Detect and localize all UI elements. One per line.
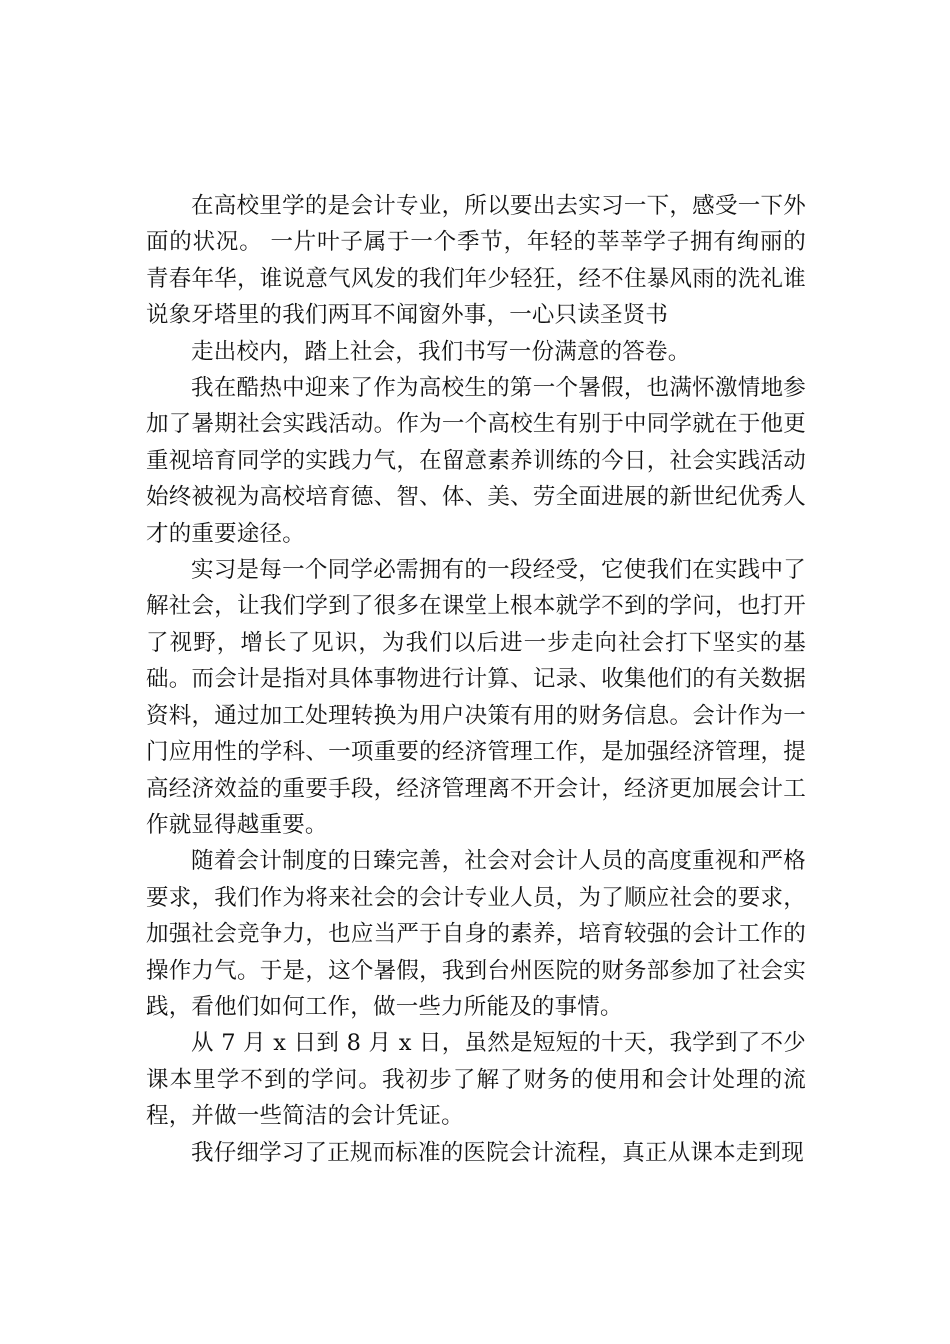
paragraph-7: 我仔细学习了正规而标准的医院会计流程，真正从课本走到现 [191, 1139, 804, 1166]
document-body [146, 188, 806, 1171]
paragraph-4: 实习是每一个同学必需拥有的一段经受，它使我们在实践中了解社会，让我们学到了很多在课堂上根本就学不到的学问，也打开了视野，增长了见识，为我们以后进一步走向社会打下坚实的基础。而会计是指对具体事物进行计算、记录、收集他们的有关数据资料，通过加工处理转换为用户决策有用的财务信息。会计作为一门应用性的学科、一项重要的经济管理工作，是加强经济管理，提高经济效益的重要手段，经济管理离不开会计，经济更加展会计工作就显得越重要。 [146, 557, 806, 838]
paragraph-2: 走出校内，踏上社会，我们书写一份满意的答卷。 [191, 338, 691, 365]
paragraph-1: 在高校里学的是会计专业，所以要出去实习一下，感受一下外面的状况。 一片叶子属于一个季节，年轻的莘莘学子拥有绚丽的青春年华，谁说意气风发的我们年少轻狂，经不住暴风雨的洗礼谁说象牙塔里的我们两耳不闻窗外事，一心只读圣贤书 [146, 193, 806, 329]
paragraph-6: 从 7 月 x 日到 8 月 x 日，虽然是短短的十天，我学到了不少课本里学不到的学问。我初步了解了财务的使用和会计处理的流程，并做一些简洁的会计凭证。 [146, 1030, 806, 1130]
paragraph-3: 我在酷热中迎来了作为高校生的第一个暑假，也满怀激情地参加了暑期社会实践活动。作为一个高校生有别于中同学就在于他更重视培育同学的实践力气，在留意素养训练的今日，社会实践活动始终被视为高校培育德、智、体、美、劳全面进展的新世纪优秀人才的重要途径。 [146, 375, 806, 547]
paragraph-5: 随着会计制度的日臻完善，社会对会计人员的高度重视和严格要求，我们作为将来社会的会计专业人员，为了顺应社会的要求，加强社会竞争力，也应当严于自身的素养，培育较强的会计工作的操作力气。于是，这个暑假，我到台州医院的财务部参加了社会实践，看他们如何工作，做一些力所能及的事情。 [146, 848, 806, 1020]
